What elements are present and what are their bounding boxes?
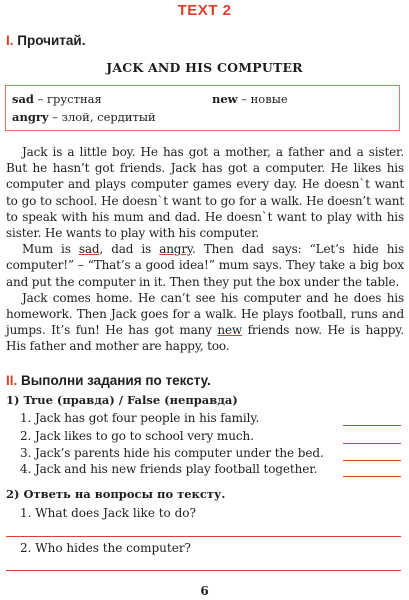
vocab-word: sad	[12, 92, 34, 106]
vocab-word: angry	[12, 110, 49, 124]
story-text-segment: Jack comes home. He can’t see his computer and he does his homework. Then Jack goes for a walk. He plays football, runs and jumps. It’s fun! He has got many	[6, 290, 404, 338]
statement: 3. Jack’s parents hide his computer under the bed.	[20, 446, 324, 460]
question: 1. What does Jack like to do?	[20, 506, 196, 520]
story-text-segment: , dad is	[99, 242, 160, 257]
story-paragraph	[6, 144, 404, 241]
section-heading-tasks	[6, 373, 211, 388]
section-heading-read	[6, 33, 85, 48]
answer-line[interactable]	[6, 536, 401, 537]
vocab-translation: – новые	[237, 92, 288, 106]
section-title: Прочитай.	[17, 33, 86, 48]
answer-blank[interactable]	[343, 425, 401, 426]
vocab-highlight: angry	[159, 242, 192, 257]
story-text-segment: Jack is a little boy. He has got a mother, a father and a sister. But he hasn’t got friends. Jack has got a computer. He likes his computer and plays computer games every day. He doesn`t want to go to school. He doesn`t want to go for a walk. He doesn’t want to speak with his mum and dad. He doesn`t want to play with his sister. He wants to play with his computer.	[6, 145, 404, 241]
answer-blank[interactable]	[343, 460, 401, 461]
answer-line[interactable]	[6, 570, 401, 571]
vocab-translation: – грустная	[33, 92, 102, 106]
vocab-item-new	[212, 92, 288, 106]
section-number: II.	[6, 373, 18, 388]
vocab-highlight: sad	[78, 242, 100, 257]
task-questions-heading: 2) Ответь на вопросы по тексту.	[6, 487, 226, 501]
story-text-segment: Mum is	[22, 242, 79, 257]
section-title: Выполни задания по тексту.	[21, 373, 211, 388]
statement: 2. Jack likes to go to school very much.	[20, 429, 254, 443]
story-title: JACK AND HIS COMPUTER	[106, 60, 303, 75]
vocab-item-sad	[12, 92, 102, 106]
statement: 1. Jack has got four people in his family.	[20, 411, 260, 425]
story-text-segment: . Then dad says: “Let’s hide his computer!” – “That’s a good idea!” mum says. They take a big box and put the computer in it. Then they put the box under the table.	[6, 242, 404, 289]
story-paragraph	[6, 290, 404, 355]
question: 2. Who hides the computer?	[20, 541, 191, 555]
statement: 4. Jack and his new friends play football together.	[20, 462, 318, 476]
story-text-segment: friends now. He is happy. His father and mother are happy, too.	[6, 323, 404, 354]
story-text	[6, 144, 404, 355]
vocabulary-box	[5, 85, 400, 131]
vocab-highlight: new	[217, 323, 243, 338]
page-title: TEXT 2	[177, 2, 232, 19]
vocab-translation: – злой, сердитый	[48, 110, 156, 124]
page-number: 6	[200, 584, 209, 598]
story-paragraph	[6, 241, 404, 290]
answer-blank[interactable]	[343, 443, 401, 444]
vocab-word: new	[212, 92, 238, 106]
section-number: I.	[6, 33, 14, 48]
task-true-false-heading: 1) True (правда) / False (неправда)	[6, 393, 238, 407]
vocab-item-angry	[12, 110, 156, 124]
answer-blank[interactable]	[343, 476, 401, 477]
